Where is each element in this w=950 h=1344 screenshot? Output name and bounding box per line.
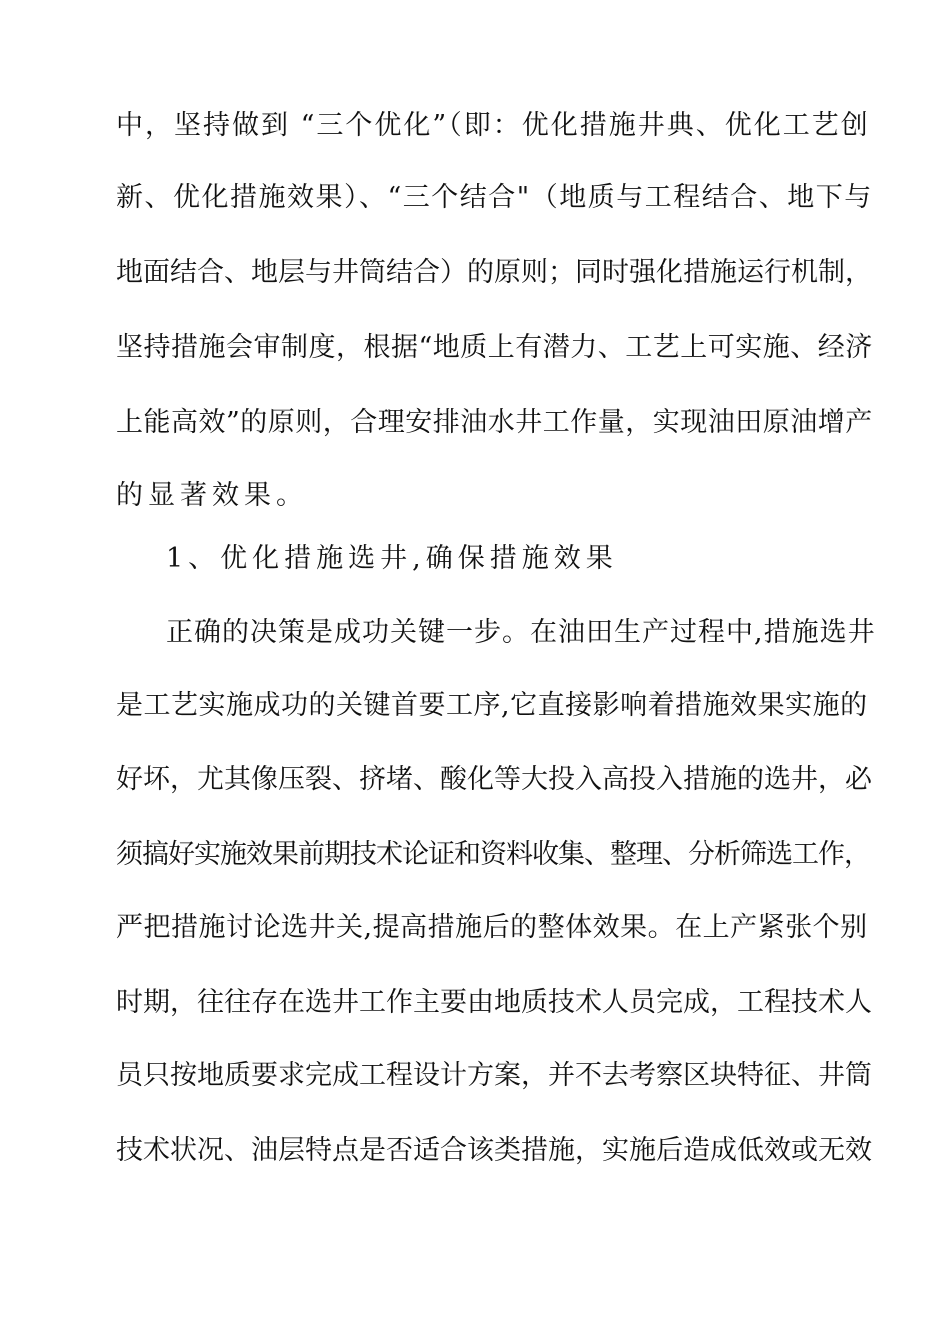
paragraph-line: 坚持措施会审制度，根据“地质上有潜力、工艺上可实施、经济 xyxy=(116,332,873,363)
section-heading: 1、优化措施选井,确保措施效果 xyxy=(166,543,618,574)
paragraph-line: 须搞好实施效果前期技术论证和资料收集、整理、分析筛选工作， xyxy=(116,839,870,870)
paragraph-line: 新、优化措施效果）、“三个结合"（地质与工程结合、地下与 xyxy=(116,182,873,213)
paragraph-line: 上能高效”的原则，合理安排油水井工作量，实现油田原油增产 xyxy=(116,407,873,438)
paragraph-line: 好坏，尤其像压裂、挤堵、酸化等大投入高投入措施的选井，必 xyxy=(116,764,872,795)
paragraph-line: 地面结合、地层与井筒结合）的原则；同时强化措施运行机制， xyxy=(116,257,872,288)
paragraph-line: 时期，往往存在选井工作主要由地质技术人员完成，工程技术人 xyxy=(116,987,872,1018)
paragraph-line: 技术状况、油层特点是否适合该类措施，实施后造成低效或无效 xyxy=(116,1135,872,1166)
paragraph-line: 的显著效果。 xyxy=(116,480,308,511)
paragraph-line: 员只按地质要求完成工程设计方案，并不去考察区块特征、井筒 xyxy=(116,1060,872,1091)
paragraph-line: 严把措施讨论选井关,提高措施后的整体效果。在上产紧张个别 xyxy=(116,912,868,943)
paragraph-line: 中，坚持做到 “三个优化”（即：优化措施井典、优化工艺创 xyxy=(116,110,870,141)
paragraph-line: 正确的决策是成功关键一步。在油田生产过程中,措施选井 xyxy=(166,617,876,648)
paragraph-line: 是工艺实施成功的关键首要工序,它直接影响着措施效果实施的 xyxy=(116,690,868,721)
